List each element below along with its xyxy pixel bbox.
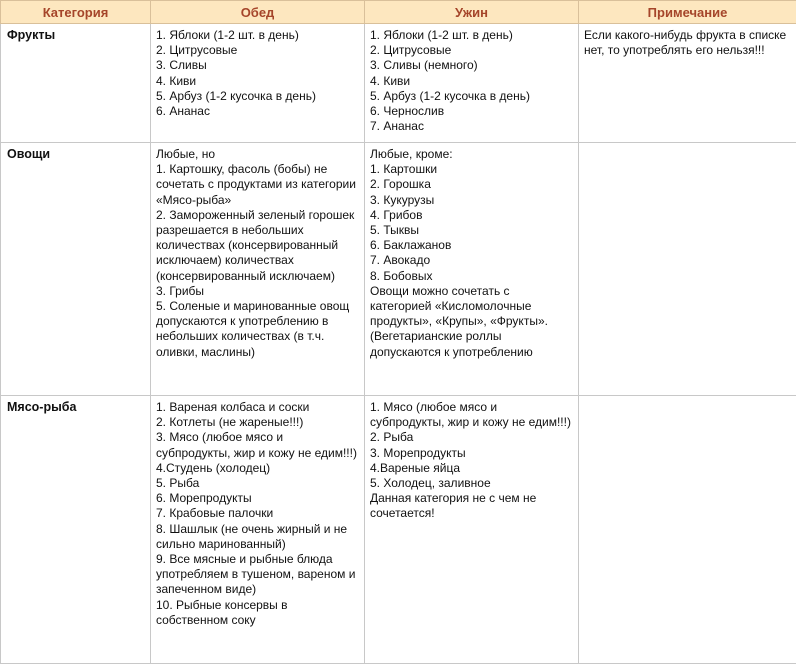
- list-item: Любые, но: [156, 147, 216, 161]
- list-item: 5. Соленые и маринованные овощ допускаются к употреблению в небольших количествах (в т.ч. оливки, маслины): [156, 299, 350, 359]
- list-item: 1. Вареная колбаса и соски: [156, 400, 310, 414]
- list-item: 4. Киви: [370, 73, 411, 88]
- list-item: 2. Цитрусовые: [370, 43, 452, 58]
- dinner-cell: [365, 24, 579, 143]
- list-item: 1. Мясо (любое мясо и субпродукты, жир и кожу не едим!!!): [370, 400, 571, 430]
- list-item: 5. Тыквы: [370, 223, 420, 238]
- table-row: [1, 143, 796, 396]
- dinner-cell: [365, 143, 579, 396]
- dinner-cell: [365, 396, 579, 664]
- list-item: 8. Бобовых: [370, 268, 433, 283]
- list-item: 6. Морепродукты: [156, 491, 252, 506]
- list-item: 9. Все мясные и рыбные блюда употребляем в тушеном, вареном и запеченном виде): [156, 552, 356, 597]
- list-item: 8. Шашлык (не очень жирный и не сильно маринованный): [156, 521, 348, 551]
- list-item: 2. Горошка: [370, 177, 431, 192]
- list-item: 3. Грибы: [156, 283, 205, 298]
- list-item: 2. Замороженный зеленый горошек разрешается в небольших количествах (консервированный исключаем) количествах (консервированный исключаем): [156, 207, 355, 283]
- note-cell: [579, 143, 796, 396]
- header-dinner: Ужин: [365, 1, 579, 24]
- list-item: 3. Сливы: [156, 58, 207, 73]
- list-item: 6. Ананас: [156, 104, 210, 119]
- header-lunch: Обед: [151, 1, 365, 24]
- category-cell: Фрукты: [1, 24, 151, 143]
- list-item: 1. Картошки: [370, 162, 438, 177]
- header-category: Категория: [1, 1, 151, 24]
- list-item: 10. Рыбные консервы в собственном соку: [156, 597, 288, 627]
- list-item: 1. Картошку, фасоль (бобы) не сочетать с продуктами из категории «Мясо-рыба»: [156, 162, 356, 207]
- list-item: 5. Холодец, заливное: [370, 476, 491, 491]
- list-item: 4.Вареные яйца: [370, 460, 461, 475]
- list-item: 1. Яблоки (1-2 шт. в день): [156, 28, 299, 42]
- category-cell: Мясо-рыба: [1, 396, 151, 664]
- list-item: 5. Рыба: [156, 476, 200, 491]
- list-item: 3. Морепродукты: [370, 445, 466, 460]
- list-item: Овощи можно сочетать с категорией «Кисломолочные продукты», «Крупы», «Фрукты». (Вегетарианские роллы допускаются к употреблению: [370, 283, 548, 359]
- list-item: 2. Котлеты (не жареные!!!): [156, 415, 304, 430]
- list-item: 3. Сливы (немного): [370, 58, 478, 73]
- list-item: 5. Арбуз (1-2 кусочка в день): [156, 88, 316, 103]
- list-item: 5. Арбуз (1-2 кусочка в день): [370, 88, 530, 103]
- note-cell: Если какого-нибудь фрукта в списке нет, то употреблять его нельзя!!!: [579, 24, 796, 143]
- list-item: 7. Ананас: [370, 119, 424, 134]
- list-item: 4. Киви: [156, 73, 197, 88]
- list-item: Данная категория не с чем не сочетается!: [370, 491, 537, 521]
- list-item: 3. Кукурузы: [370, 192, 435, 207]
- list-item: 2. Рыба: [370, 430, 414, 445]
- list-item: 6. Чернослив: [370, 104, 445, 119]
- table-row: [1, 24, 796, 143]
- list-item: 7. Крабовые палочки: [156, 506, 274, 521]
- note-cell: [579, 396, 796, 664]
- header-note: Примечание: [579, 1, 796, 24]
- list-item: 1. Яблоки (1-2 шт. в день): [370, 28, 513, 42]
- list-item: Любые, кроме:: [370, 147, 453, 161]
- lunch-cell: [151, 143, 365, 396]
- list-item: 4. Грибов: [370, 207, 423, 222]
- lunch-cell: [151, 24, 365, 143]
- list-item: 4.Студень (холодец): [156, 460, 271, 475]
- lunch-cell: [151, 396, 365, 664]
- list-item: 3. Мясо (любое мясо и субпродукты, жир и кожу не едим!!!): [156, 430, 357, 460]
- table-row: [1, 396, 796, 664]
- list-item: 7. Авокадо: [370, 253, 431, 268]
- header-row: [1, 1, 796, 24]
- list-item: 2. Цитрусовые: [156, 43, 238, 58]
- list-item: 6. Баклажанов: [370, 238, 452, 253]
- category-cell: Овощи: [1, 143, 151, 396]
